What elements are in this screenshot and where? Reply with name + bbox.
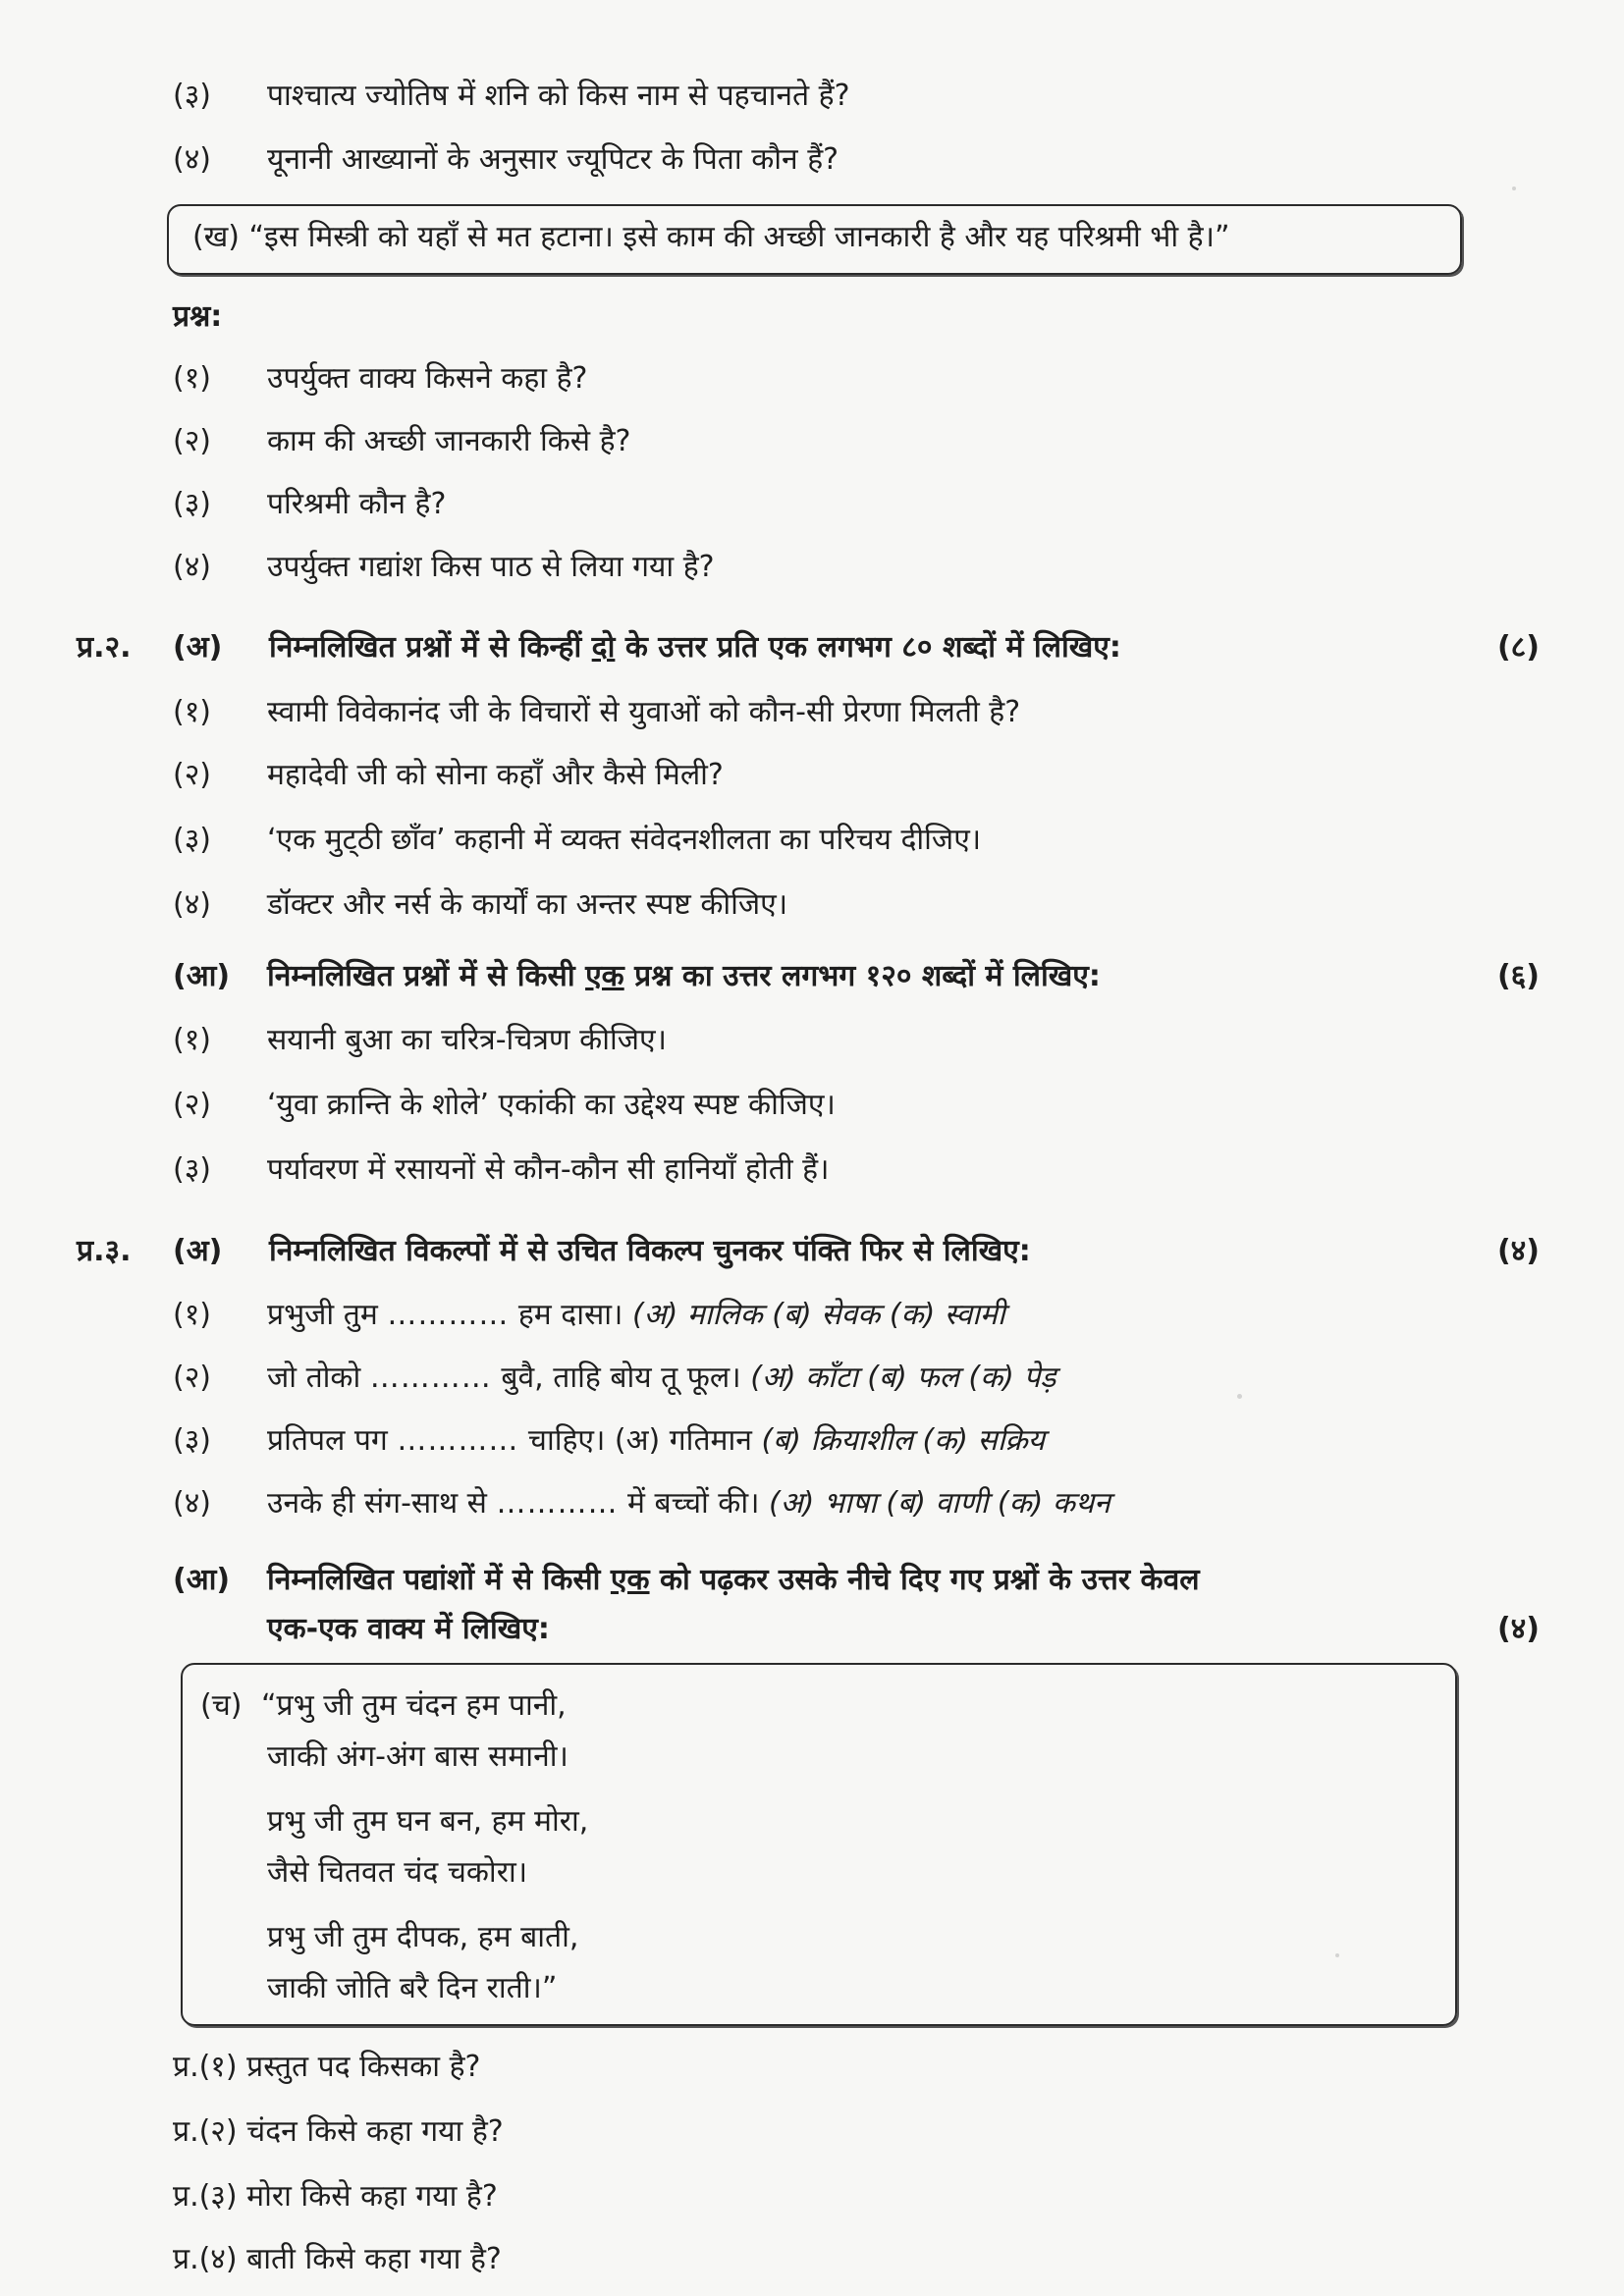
part-label: (आ) [173,1563,231,1597]
scan-speck [1512,187,1516,190]
question-main-number: प्र.२. [77,630,132,665]
instruction-text: निम्नलिखित प्रश्नों में से किन्हीं [269,630,592,665]
blank: ………… [387,1298,510,1332]
q3-part-aa-heading [173,1561,1200,1600]
question-item [173,359,587,399]
line-start: उनके ही संग-साथ से [267,1486,487,1521]
instruction-emphasis: दो [591,630,616,665]
part-label: (अ) [173,630,223,665]
question-number: (३) [173,79,212,113]
fill-blank-item [173,1421,1045,1461]
instruction-text: निम्नलिखित विकल्पों में से उचित विकल्प चुनकर पंक्ति फिर से लिखिए: [269,1234,1031,1268]
question-item [173,1150,829,1190]
question-item [173,140,839,180]
poem-question: प्र.(२) चंदन किसे कहा गया है? [173,2114,504,2149]
question-text: ‘एक मुट्‌ठी छाँव’ कहानी में व्यक्त संवेदनशीलता का परिचय दीजिए। [267,823,982,857]
question-text: स्वामी विवेकानंद जी के विचारों से युवाओं को कौन-सी प्रेरणा मिलती है? [267,695,1021,729]
poem-line: प्रभु जी तुम घन बन, हम मोरा, [267,1804,589,1839]
question-item [173,548,715,587]
blank: ………… [397,1423,519,1458]
question-item [173,77,850,116]
scan-speck [1335,1953,1339,1957]
part-label: (आ) [173,959,231,993]
instruction-emphasis: एक [610,1563,650,1597]
line-end: बुवै, ताहि बोय तू फूल। [501,1361,741,1395]
question-main-number: प्र.३. [77,1234,132,1268]
instruction-text: निम्नलिखित प्रश्नों में से किसी [267,959,586,993]
fill-blank-item [173,1359,1056,1398]
q2-part-aa-heading [173,957,1101,996]
fill-blank-item [173,1484,1110,1523]
poem-line: “प्रभु जी तुम चंदन हम पानी, [261,1688,567,1723]
question-number: (३) [173,823,212,857]
question-text: सयानी बुआ का चरित्र-चित्रण कीजिए। [267,1023,667,1057]
line-start: प्रतिपल पग [267,1423,388,1458]
instruction-text: के उत्तर प्रति एक लगभग ८० शब्दों में लिखिए: [615,630,1121,665]
question-number: (३) [173,487,212,521]
question-number: (४) [173,550,212,584]
question-item [173,885,787,925]
question-item [173,756,724,795]
marks: (४) [1496,1612,1540,1646]
question-number: (२) [173,758,212,792]
line-end: चाहिए। [527,1423,606,1458]
instruction-text: प्रश्न का उत्तर लगभग १२० शब्दों में लिखिए: [623,959,1101,993]
passage-label: (ख) [192,220,240,254]
line-start: प्रभुजी तुम [267,1298,378,1332]
question-text: परिश्रमी कौन है? [267,487,447,521]
line-start: जो तोको [267,1361,361,1395]
q3-part-aa-heading-line2: एक-एक वाक्य में लिखिए: [267,1612,550,1646]
question-item [173,1086,836,1125]
options: (अ) भाषा (ब) वाणी (क) कथन [769,1486,1110,1521]
question-number: (१) [173,1298,212,1332]
question-text: पाश्चात्य ज्योतिष में शनि को किस नाम से पहचानते हैं? [267,79,850,113]
question-number: (४) [173,1486,212,1521]
passage-text: “इस मिस्त्री को यहाँ से मत हटाना। इसे काम की अच्छी जानकारी है और यह परिश्रमी भी है।” [248,220,1230,254]
poem-label: (च) [200,1688,243,1723]
question-item [173,693,1020,732]
marks: (६) [1496,959,1540,993]
question-number: (२) [173,1088,212,1122]
marks: (४) [1496,1234,1540,1268]
scan-speck [1237,1394,1242,1399]
poem-line: जाकी जोति बरै दिन राती।” [267,1971,558,2005]
options: (ब) क्रियाशील (क) सक्रिय [761,1423,1046,1458]
question-number: (१) [173,1023,212,1057]
poem-question: प्र.(१) प्रस्तुत पद किसका है? [173,2050,481,2084]
instruction-emphasis: एक [585,959,624,993]
question-number: (२) [173,1361,212,1395]
question-number: (२) [173,424,212,458]
fill-blank-item [173,1296,1005,1335]
question-number: (४) [173,142,212,177]
blank: ………… [369,1361,492,1395]
blank: ………… [496,1486,619,1521]
question-item [173,821,981,860]
poem-line: प्रभु जी तुम दीपक, हम बाती, [267,1920,579,1954]
question-number: (१) [173,695,212,729]
question-text: महादेवी जी को सोना कहाँ और कैसे मिली? [267,758,724,792]
line-end: हम दासा। [517,1298,623,1332]
instruction-text: को पढ़कर उसके नीचे दिए गए प्रश्नों के उत्तर केवल [649,1563,1200,1597]
part-label: (अ) [173,1234,223,1268]
line-end: में बच्चों की। [627,1486,760,1521]
question-text: काम की अच्छी जानकारी किसे है? [267,424,631,458]
options: (अ) काँटा (ब) फल (क) पेड़ [750,1361,1056,1395]
q2-part-a-heading [77,628,1121,667]
options: (अ) गतिमान [614,1423,752,1458]
question-text: ‘युवा क्रान्ति के शोले’ एकांकी का उद्देश्य स्पष्ट कीजिए। [267,1088,836,1122]
question-number: (३) [173,1423,212,1458]
instruction-text: निम्नलिखित पद्यांशों में से किसी [267,1563,611,1597]
question-item [173,1021,667,1060]
question-text: उपर्युक्त गद्यांश किस पाठ से लिया गया है? [267,550,715,584]
prashn-label: प्रश्न: [173,299,223,334]
question-item [173,485,446,524]
poem-line: जैसे चितवत चंद चकोरा। [267,1855,528,1890]
question-number: (३) [173,1152,212,1187]
question-number: (४) [173,887,212,922]
poem-question: प्र.(३) मोरा किसे कहा गया है? [173,2179,498,2214]
question-text: डॉक्टर और नर्स के कार्यों का अन्तर स्पष्ट कीजिए। [267,887,788,922]
q3-part-a-heading [77,1232,1031,1271]
question-number: (१) [173,361,212,396]
marks: (८) [1496,630,1540,665]
passage-kha [192,218,1230,257]
question-text: पर्यावरण में रसायनों से कौन-कौन सी हानियाँ होती हैं। [267,1152,830,1187]
question-text: उपर्युक्त वाक्य किसने कहा है? [267,361,588,396]
question-item [173,422,630,461]
options: (अ) मालिक (ब) सेवक (क) स्वामी [631,1298,1005,1332]
poem-line: जाकी अंग-अंग बास समानी। [267,1739,568,1774]
poem-question: प्र.(४) बाती किसे कहा गया है? [173,2242,502,2276]
question-text: यूनानी आख्यानों के अनुसार ज्यूपिटर के पिता कौन हैं? [267,142,839,177]
